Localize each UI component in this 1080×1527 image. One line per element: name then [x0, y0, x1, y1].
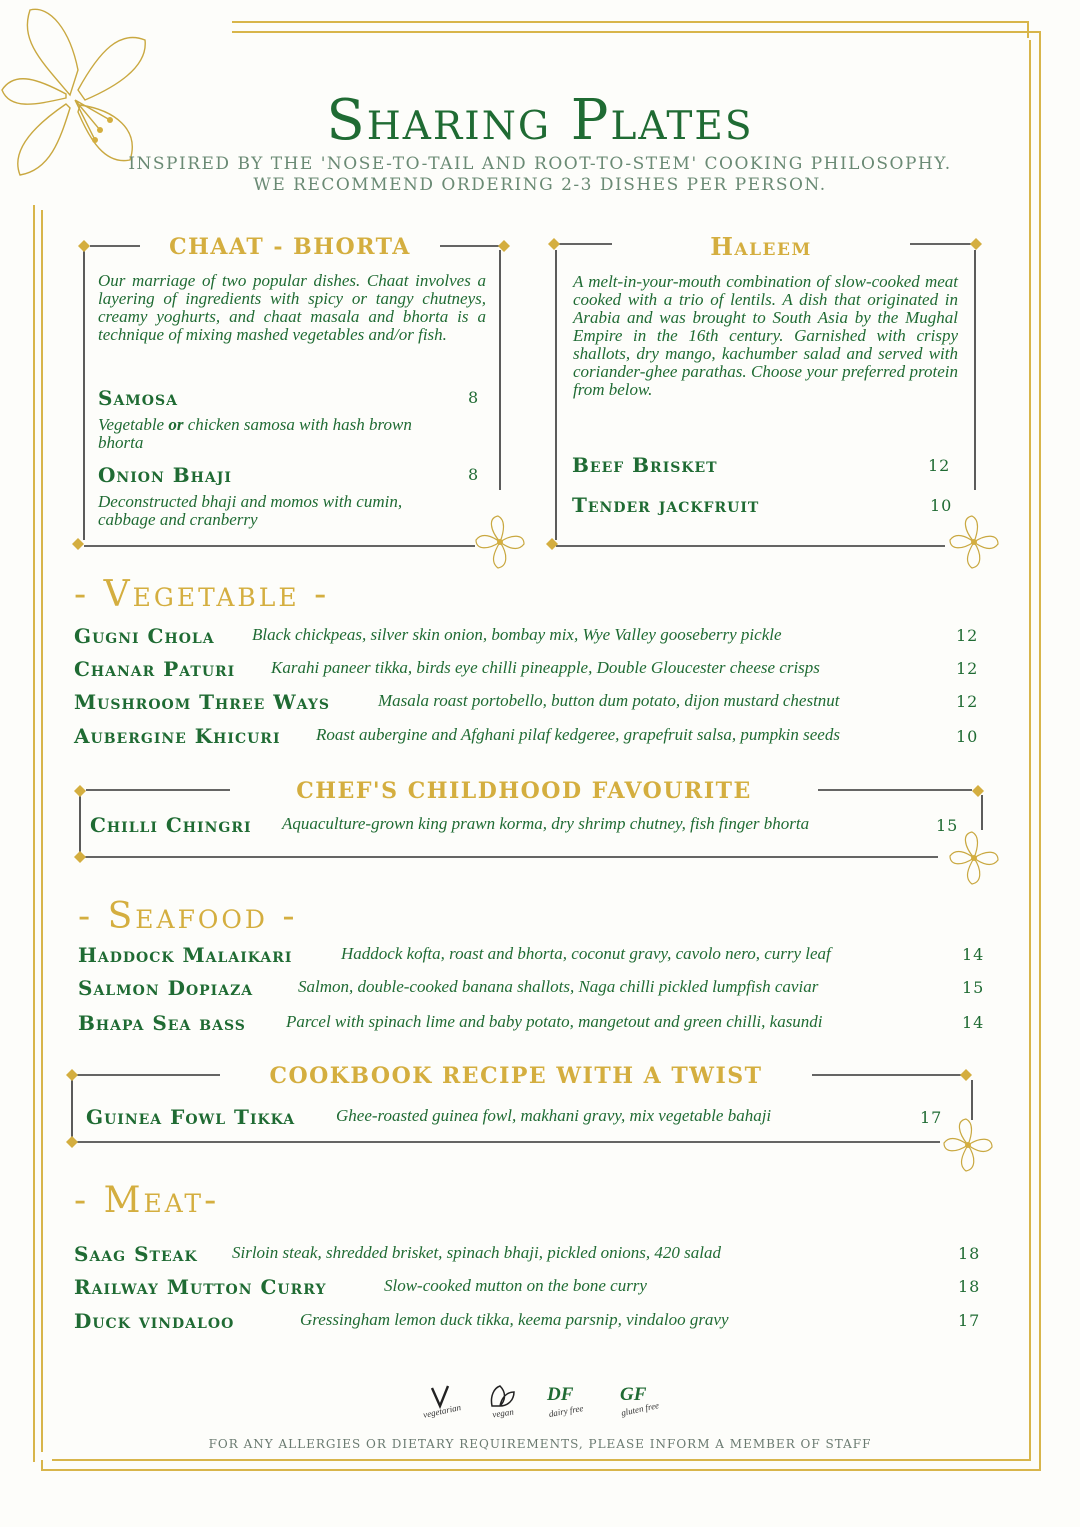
dish-description: Sirloin steak, shredded brisket, spinach bhaji, pickled onions, 420 salad — [232, 1243, 722, 1262]
dish-price: 17 — [920, 1108, 943, 1127]
page-subtitle-line2: WE RECOMMEND ORDERING 2-3 DISHES PER PERSON. — [253, 175, 827, 195]
dish-price: 8 — [468, 388, 480, 407]
dish-price: 8 — [468, 465, 480, 484]
dish-price: 15 — [962, 978, 985, 997]
dish-name: Samosa — [98, 386, 178, 410]
dish-description: Karahi paneer tikka, birds eye chilli pineapple, Double Gloucester cheese crisps — [271, 658, 820, 677]
dish-description: Slow-cooked mutton on the bone curry — [384, 1276, 647, 1295]
dish-name: Chilli Chingri — [90, 813, 252, 837]
dish-name: Duck vindaloo — [74, 1309, 235, 1333]
dish-name: Tender jackfruit — [572, 493, 760, 517]
dish-name: Salmon Dopiaza — [78, 976, 254, 1000]
dish-description: Masala roast portobello, button dum potato, dijon mustard chestnut — [378, 691, 840, 710]
dish-price: 12 — [928, 456, 951, 475]
vegetarian-label: vegetarian — [422, 1402, 462, 1420]
dairy-free-icon: DF — [547, 1384, 574, 1405]
dish-name: Beef Brisket — [572, 453, 718, 477]
dish-name: Railway Mutton Curry — [74, 1275, 327, 1299]
haleem-heading: Haleem — [710, 232, 812, 261]
flower-icon — [946, 512, 1002, 572]
dish-name: Guinea Fowl Tikka — [86, 1105, 296, 1129]
dish-name: Gugni Chola — [74, 624, 215, 648]
cookbook-heading: COOKBOOK RECIPE WITH A TWIST — [269, 1063, 763, 1089]
dish-description: Vegetable or chicken samosa with hash brown bhorta — [98, 415, 412, 452]
section-heading-seafood: - Seafood - — [78, 896, 298, 937]
dish-price: 17 — [958, 1311, 981, 1330]
dish-price: 10 — [956, 727, 979, 746]
page-subtitle-line1: INSPIRED BY THE 'NOSE-TO-TAIL AND ROOT-TO-STEM' COOKING PHILOSOPHY. — [128, 154, 952, 174]
dish-price: 12 — [956, 692, 979, 711]
gluten-free-label: gluten free — [620, 1400, 660, 1418]
dish-description: Ghee-roasted guinea fowl, makhani gravy, mix vegetable bahaji — [336, 1106, 772, 1125]
dish-description: Salmon, double-cooked banana shallots, Naga chilli pickled lumpfish caviar — [298, 977, 819, 996]
section-heading-meat: - Meat- — [74, 1180, 220, 1221]
dish-description: Gressingham lemon duck tikka, keema parsnip, vindaloo gravy — [300, 1310, 729, 1329]
vegan-label: vegan — [491, 1406, 515, 1420]
dish-name: Chanar Paturi — [74, 657, 236, 681]
gluten-free-icon: GF — [620, 1384, 647, 1405]
dish-price: 14 — [962, 1013, 985, 1032]
dairy-free-label: dairy free — [547, 1403, 585, 1419]
dish-description: Haddock kofta, roast and bhorta, coconut gravy, cavolo nero, curry leaf — [341, 944, 831, 963]
section-heading-vegetable: - Vegetable - — [74, 574, 330, 615]
dish-description: Deconstructed bhaji and momos with cumin, cabbage and cranberry — [98, 492, 403, 529]
dish-price: 14 — [962, 945, 985, 964]
dish-price: 15 — [936, 816, 959, 835]
dish-price: 12 — [956, 659, 979, 678]
flower-icon — [946, 828, 1002, 888]
chef-favourite-heading: CHEF'S CHILDHOOD FAVOURITE — [296, 778, 752, 804]
haleem-description: A melt-in-your-mouth combination of slow-cooked meat cooked with a trio of lentils. A dish that originated in Arabia and was brought to South Asia by the Mughal Empire in the 16th century. Garnished with crispy shallots, dry mango, kachumber salad and served with coriander-ghee parathas. Choose your preferred protein from below. — [573, 272, 958, 399]
dish-price: 10 — [930, 496, 953, 515]
page-title: Sharing Plates — [326, 88, 754, 153]
dish-name: Aubergine Khicuri — [74, 724, 281, 748]
dish-price: 12 — [956, 626, 979, 645]
dish-price: 18 — [958, 1244, 981, 1263]
dish-name: Saag Steak — [74, 1242, 198, 1266]
dish-name: Haddock Malaikari — [78, 943, 293, 967]
flower-icon — [472, 512, 528, 572]
dish-name: Bhapa Sea bass — [78, 1011, 246, 1035]
dish-description: Aquaculture-grown king prawn korma, dry shrimp chutney, fish finger bhorta — [282, 814, 810, 833]
dish-description: Roast aubergine and Afghani pilaf kedgeree, grapefruit salsa, pumpkin seeds — [316, 725, 840, 744]
allergy-footer: FOR ANY ALLERGIES OR DIETARY REQUIREMENTS, PLEASE INFORM A MEMBER OF STAFF — [208, 1437, 872, 1451]
chaat-description: Our marriage of two popular dishes. Chaat involves a layering of ingredients with spicy or tangy chutneys, creamy yoghurts, and chaat masala and bhorta is a technique of mixing mashed vegetables and/or fish. — [98, 271, 486, 344]
dish-description: Parcel with spinach lime and baby potato, mangetout and green chilli, kasundi — [286, 1012, 823, 1031]
dish-description: Black chickpeas, silver skin onion, bombay mix, Wye Valley gooseberry pickle — [252, 625, 782, 644]
flower-icon — [940, 1115, 996, 1175]
dish-name: Onion Bhaji — [98, 463, 232, 487]
dish-price: 18 — [958, 1277, 981, 1296]
dish-name: Mushroom Three Ways — [74, 690, 330, 714]
chaat-heading: CHAAT - BHORTA — [169, 234, 411, 260]
